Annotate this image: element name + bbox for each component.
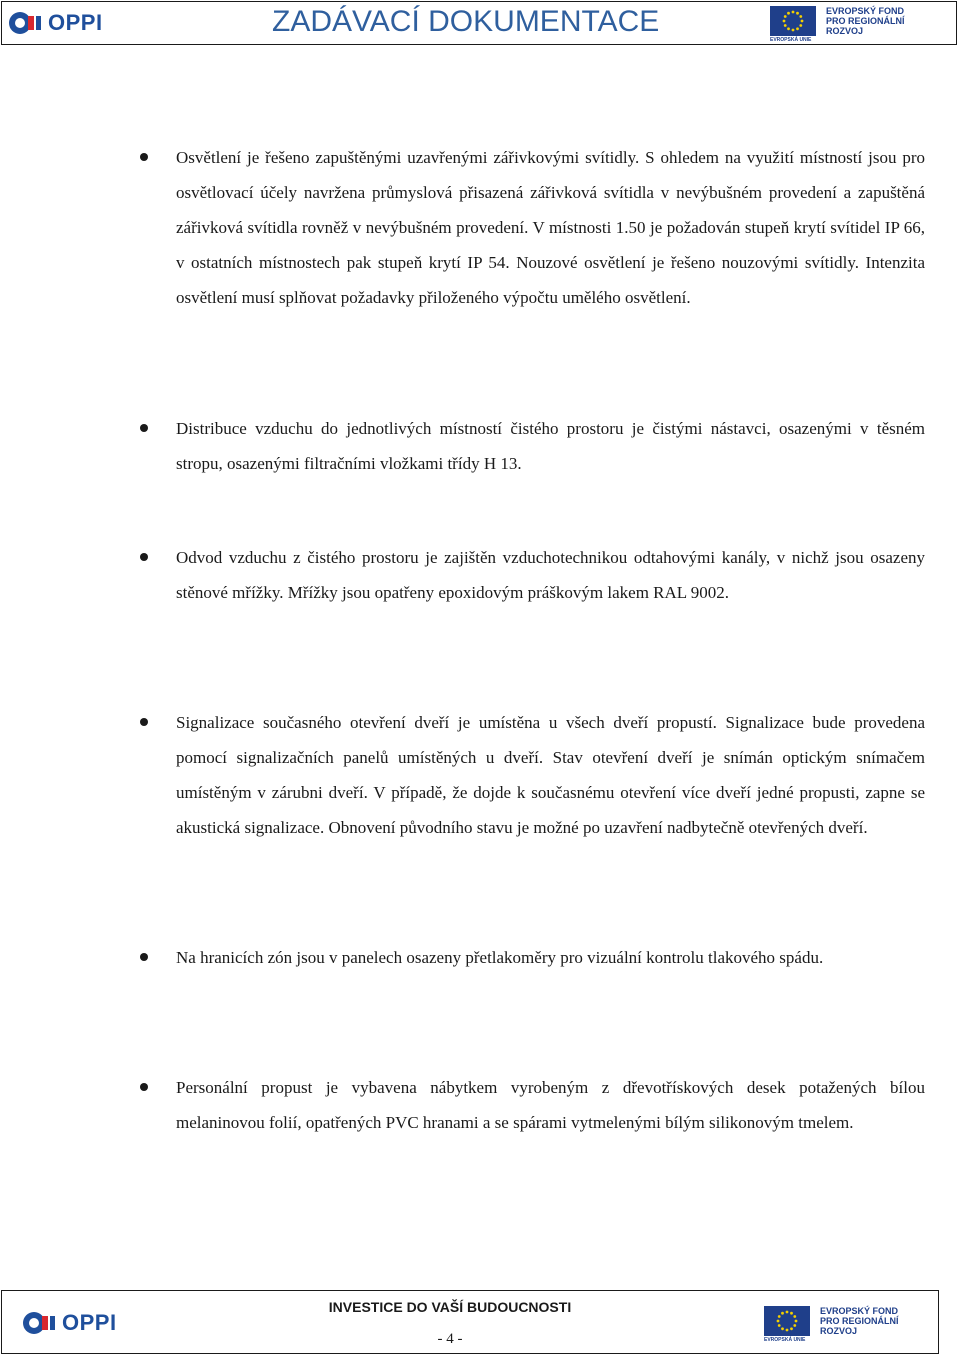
paragraph-text: Personální propust je vybavena nábytkem vyrobeným z dřevotřískových desek potažených bílou melaninovou folií, opatřených PVC hranami a se spárami vytmelenými bílým silikonovým tmelem.	[176, 1078, 925, 1132]
eu-star-icon	[778, 1315, 781, 1318]
eu-star-icon	[781, 1312, 784, 1315]
list-item	[176, 705, 925, 845]
eu-star-icon	[777, 1320, 780, 1323]
oppi-logo-text: OPPI	[48, 10, 103, 35]
oppi-logo-icon	[22, 1310, 56, 1336]
eu-caption: EVROPSKÁ UNIE	[764, 1337, 806, 1343]
paragraph-text: Na hranicích zón jsou v panelech osazeny přetlakoměry pro vizuální kontrolu tlakového spádu.	[176, 948, 824, 967]
footer-center	[300, 1298, 600, 1348]
footer-eu-logo	[764, 1306, 934, 1343]
eu-star-icon	[784, 24, 787, 27]
eu-fund-line: EVROPSKÝ FOND	[826, 6, 905, 16]
paragraph-text: Signalizace současného otevření dveří je umístěna u všech dveří propustí. Signalizace bude provedena pomocí signalizačních panelů umístěných u dveří. Stav otevření dveří je snímán optickým snímačem umístěným v zárubni dveří. V případě, že dojde k současnému otevření více dveří jedné propusti, zapne se akustická signalizace. Obnovení původního stavu je možné po uzavření nadbytečně otevřených dveří.	[176, 713, 925, 837]
eu-star-icon	[790, 1312, 793, 1315]
bullet-icon	[140, 553, 148, 561]
paragraph-text: Distribuce vzduchu do jednotlivých místností čistého prostoru je čistými nástavci, osazenými v těsném stropu, osazenými filtračními vložkami třídy H 13.	[176, 419, 925, 473]
eu-star-icon	[793, 1315, 796, 1318]
eu-fund-line: PRO REGIONÁLNÍ	[820, 1316, 899, 1326]
eu-flag-icon	[770, 6, 816, 36]
bullet-icon	[140, 1083, 148, 1091]
oppi-logo	[8, 10, 103, 36]
list-item	[176, 940, 925, 975]
eu-star-icon	[799, 24, 802, 27]
eu-star-icon	[796, 27, 799, 30]
paragraph-text: Odvod vzduchu z čistého prostoru je zajištěn vzduchotechnikou odtahovými kanály, v nichž jsou osazeny stěnové mřížky. Mřížky jsou opatřeny epoxidovým práškovým lakem RAL 9002.	[176, 548, 925, 602]
eu-flag-icon	[764, 1306, 810, 1336]
bullet-icon	[140, 953, 148, 961]
eu-fund-line: EVROPSKÝ FOND	[820, 1306, 899, 1316]
eu-fund-line: PRO REGIONÁLNÍ	[826, 16, 905, 26]
eu-star-icon	[790, 1327, 793, 1330]
page-number: - 4 -	[437, 1331, 463, 1347]
page-header	[0, 0, 960, 46]
eu-caption: EVROPSKÁ UNIE	[770, 37, 812, 43]
eu-star-icon	[786, 1329, 789, 1332]
eu-star-icon	[787, 27, 790, 30]
eu-star-icon	[801, 20, 804, 23]
bullet-icon	[140, 424, 148, 432]
eu-fund-text	[826, 6, 946, 36]
list-item	[176, 411, 925, 481]
list-item	[176, 1070, 925, 1140]
eu-star-icon	[781, 1327, 784, 1330]
eu-star-icon	[786, 1311, 789, 1314]
eu-fund-line: ROZVOJ	[826, 26, 864, 36]
eu-star-icon	[778, 1324, 781, 1327]
eu-star-icon	[796, 12, 799, 15]
bullet-icon	[140, 153, 148, 161]
eu-logo	[770, 6, 950, 43]
oppi-logo-icon	[8, 10, 42, 36]
document-title: ZADÁVACÍ DOKUMENTACE	[272, 5, 660, 38]
eu-star-icon	[787, 12, 790, 15]
paragraph-text: Osvětlení je řešeno zapuštěnými uzavřenými zářivkovými svítidly. S ohledem na využití místností jsou pro osvětlovací účely navržena průmyslová přisazená zářivková svítidla v nevýbušném provedení a zapuštěná zářivková svítidla rovněž v nevýbušném provedení. V místnosti 1.50 je požadován stupeň krytí svítidel IP 66, v ostatních místnostech pak stupeň krytí IP 54. Nouzové osvětlení je řešeno nouzovými svítidly. Intenzita osvětlení musí splňovat požadavky přiloženého výpočtu umělého osvětlení.	[176, 148, 925, 307]
eu-fund-text	[820, 1306, 940, 1336]
eu-star-icon	[793, 1324, 796, 1327]
eu-star-icon	[784, 15, 787, 18]
eu-star-icon	[792, 11, 795, 14]
eu-fund-line: ROZVOJ	[820, 1326, 858, 1336]
list-item	[176, 140, 925, 315]
oppi-logo-text: OPPI	[62, 1310, 117, 1335]
eu-star-icon	[783, 20, 786, 23]
eu-star-icon	[795, 1320, 798, 1323]
footer-slogan: INVESTICE DO VAŠÍ BUDOUCNOSTI	[328, 1299, 572, 1315]
page-footer	[0, 1290, 960, 1360]
bullet-icon	[140, 718, 148, 726]
footer-oppi-logo	[22, 1310, 117, 1336]
eu-star-icon	[799, 15, 802, 18]
eu-star-icon	[792, 29, 795, 32]
list-item	[176, 540, 925, 610]
